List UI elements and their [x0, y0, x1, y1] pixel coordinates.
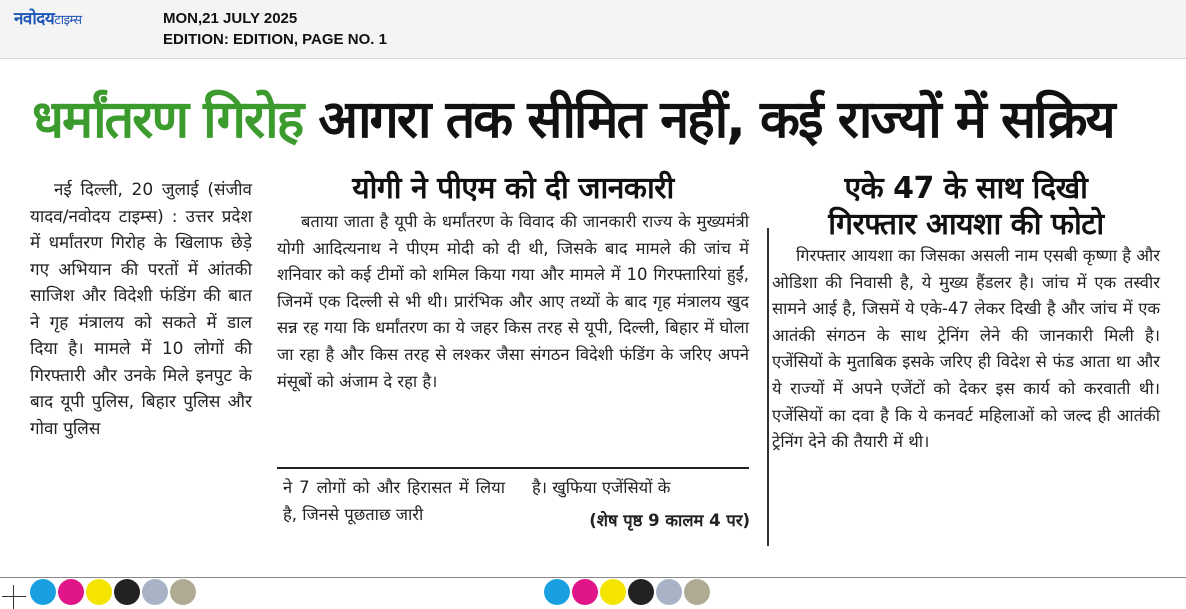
color-swatch-6 — [170, 579, 196, 605]
registration-mark-icon — [2, 585, 26, 609]
right-column — [772, 171, 1160, 456]
top-bar — [0, 0, 1186, 59]
color-swatch-6 — [684, 579, 710, 605]
footer-rule — [0, 577, 1186, 578]
color-swatch-2 — [572, 579, 598, 605]
color-swatch-5 — [142, 579, 168, 605]
color-swatch-1 — [30, 579, 56, 605]
issue-date: MON,21 JULY 2025 — [163, 10, 298, 27]
right-subheading-line1: एके 47 के साथ दिखी — [844, 171, 1088, 206]
continuation-right — [532, 475, 750, 534]
continued-on-page[interactable]: (शेष पृष्ठ 9 कालम 4 पर) — [589, 510, 750, 530]
edition-info: EDITION: EDITION, PAGE NO. 1 — [163, 31, 387, 48]
color-swatch-2 — [58, 579, 84, 605]
color-swatches-left — [30, 579, 196, 605]
dateline — [163, 8, 387, 50]
middle-subheading: योगी ने पीएम को दी जानकारी — [352, 171, 674, 206]
logo-sub: टाइम्स — [54, 13, 82, 28]
column-divider-vertical — [767, 228, 769, 546]
middle-body: बताया जाता है यूपी के धर्मांतरण के विवाद की जानकारी राज्य के मुख्यमंत्री योगी आदित्यनाथ ने पीएम मोदी को दी थी, जिसके बाद मामले की जांच में शनिवार को कई टीमों को शमिल किया गया और मामले में 10 गिरफ्तारियां हुईं, जिनमें एक दिल्ली से भी थी। प्रारंभिक और आए तथ्यों के बाद गृह मंत्रालय खुद सन्न रह गया कि धर्मांतरण का ये जहर किस तरह से यूपी, दिल्ली, बिहार में घोला जा रहा है और किस तरह से लश्कर जैसा संगठन विदेशी फंडिंग के जरिए अपने मंसूबों को अंजाम दे रहा है। — [277, 212, 749, 391]
lead-column: नई दिल्ली, 20 जुलाई (संजीव यादव/नवोदय टाइम्स) : उत्तर प्रदेश में धर्मांतरण गिरोह के खिलाफ छेड़े गए अभियान की परतों में आंतकी साजिश और विदेशी फंडिंग की बात ने गृह मंत्रालय को सकते में डाल दिया है। मामले में 10 लोगों की गिरफ्तारी और उनके मिले इनपुट के बाद यूपी पुलिस, बिहार पुलिस और गोवा पुलिस — [30, 180, 252, 439]
newspaper-logo[interactable] — [14, 6, 82, 29]
middle-column — [277, 171, 749, 395]
right-body: गिरफ्तार आयशा का जिसका असली नाम एसबी कृष्णा है और ओडिशा की निवासी है, ये मुख्य हैंडलर है। जांच में एक तस्वीर सामने आई है, जिसमें ये एके-47 लेकर दिखी है और जांच में एक आतंकी संगठन के साथ ट्रेनिंग लेने की जानकारी मिली है। एजेंसियों के मुताबिक इसके जरिए ही विदेश से फंड आता था और ये राज्यों में अपने एजेंटों को देकर इस कार्य को करवाती थी। एजेंसियों का दवा है कि ये कनवर्ट महिलाओं को जल्द ही आतंकी ट्रेनिंग देने की तैयारी में थी। — [772, 246, 1160, 452]
color-swatches-right — [544, 579, 710, 605]
headline-black-part: आगरा तक सीमित नहीं, कई राज्यों में सक्रिय — [302, 90, 1114, 150]
color-swatch-4 — [114, 579, 140, 605]
newspaper-page — [0, 60, 1186, 582]
color-swatch-1 — [544, 579, 570, 605]
color-swatch-4 — [628, 579, 654, 605]
color-swatch-3 — [86, 579, 112, 605]
color-swatch-5 — [656, 579, 682, 605]
color-swatch-3 — [600, 579, 626, 605]
right-subheading-line2: गिरफ्तार आयशा की फोटो — [828, 207, 1104, 242]
continuation-left: ने 7 लोगों को और हिरासत में लिया है, जिनसे पूछताछ जारी — [283, 478, 505, 524]
continuation-right-text: है। खुफिया एजेंसियों के — [532, 478, 671, 497]
column-divider-horizontal — [277, 467, 749, 469]
headline-green-part: धर्मांतरण गिरोह — [32, 90, 303, 150]
headline — [32, 80, 1162, 160]
logo-main: नवोदय — [14, 9, 55, 29]
